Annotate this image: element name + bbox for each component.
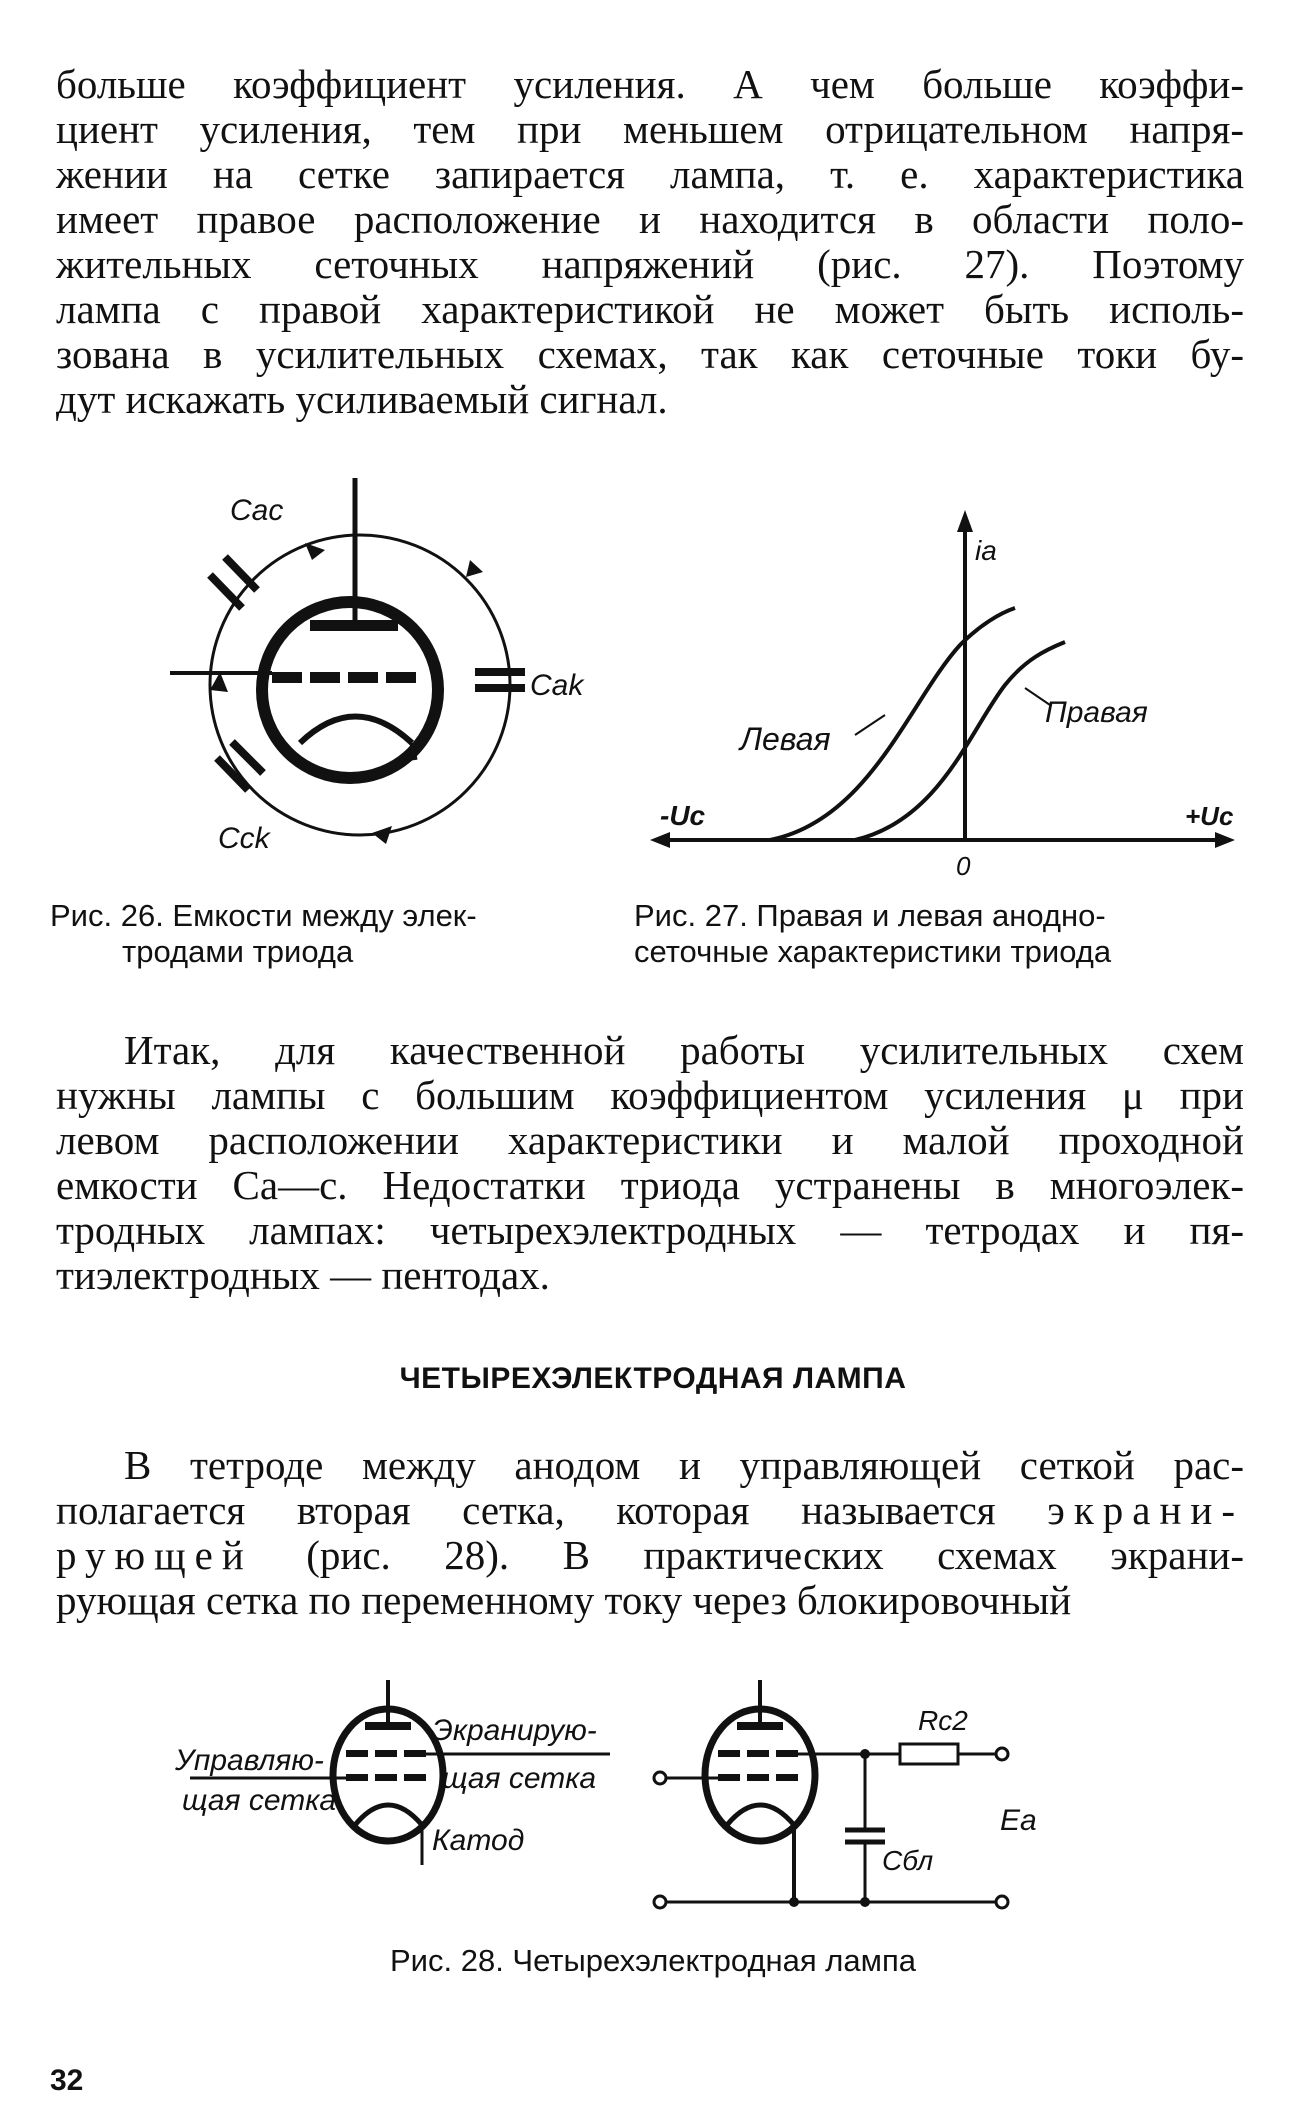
figure-28-tetrode [170, 1670, 1070, 1940]
caption-line: сеточные характеристики триода [634, 934, 1112, 969]
text-line: тиэлектродных — пентодах. [56, 1252, 550, 1298]
label-plus-uc: +Uc [1185, 801, 1234, 831]
resistor-symbol [900, 1744, 958, 1764]
text-line: жении на сетке запирается лампа, т. е. характеристика [56, 151, 1244, 197]
label-control-grid-2: щая сетка [182, 1784, 337, 1817]
caption-figure-27 [634, 898, 1111, 970]
label-cac: Cac [230, 494, 284, 527]
label-minus-uc: -Uc [660, 800, 706, 831]
label-cathode: Катод [432, 1824, 525, 1857]
label-origin: 0 [956, 851, 971, 881]
caption-figure-28 [0, 1943, 1306, 1979]
text-line: зована в усилительных схемах, так как сеточные токи бу- [56, 331, 1244, 377]
caption-line: Рис. 26. Емкости между элек- [50, 898, 477, 933]
text-line: дут искажать усиливаемый сигнал. [56, 376, 668, 422]
text-line: лампа с правой характеристикой не может быть исполь- [56, 286, 1244, 332]
label-right-curve: Правая [1045, 696, 1148, 729]
emphasis-spaced: рующей [56, 1532, 253, 1578]
emphasis-spaced: экрани- [1047, 1487, 1244, 1533]
figure-26-triode-capacitances [150, 460, 590, 860]
text-line [56, 1488, 1244, 1533]
text-line: Итак, для качественной работы усилительных схем [124, 1027, 1244, 1073]
caption-line: тродами триода [122, 934, 354, 969]
figure-27-characteristics [640, 500, 1240, 890]
label-left-curve: Левая [740, 721, 831, 757]
section-heading: ЧЕТЫРЕХЭЛЕКТРОДНАЯ ЛАМПА [399, 1362, 907, 1395]
text-line: нужны лампы с большим коэффициентом усиления μ при [56, 1072, 1244, 1118]
caption-line: Рис. 27. Правая и левая анодно- [634, 898, 1106, 933]
text-line: имеет правое расположение и находится в области поло- [56, 196, 1244, 242]
caption-figure-26 [50, 898, 477, 970]
page-number: 32 [50, 2064, 84, 2097]
label-supply: Ea [1000, 1804, 1037, 1837]
label-control-grid-1: Управляю- [175, 1744, 324, 1777]
x-axis-arrow-left [650, 832, 670, 848]
paragraph-3 [56, 1443, 1244, 1623]
text-line: В тетроде между анодом и управляющей сеткой рас- [124, 1442, 1244, 1488]
paragraph-1 [56, 62, 1244, 422]
label-screen-grid-1: Экранирую- [432, 1714, 597, 1747]
text-line: циент усиления, тем при меньшем отрицательном напря- [56, 106, 1244, 152]
text-line: больше коэффициент усиления. А чем больше коэффи- [56, 61, 1244, 107]
text-line: жительных сеточных напряжений (рис. 27). Поэтому [56, 241, 1244, 287]
text-fragment: (рис. 28). В практических схемах экрани- [306, 1532, 1245, 1578]
label-resistor: Rc2 [918, 1705, 968, 1736]
text-line: тродных лампах: четырехэлектродных — тетродах и пя- [56, 1207, 1244, 1253]
label-cck: Cck [218, 822, 270, 855]
text-line: рующая сетка по переменному току через блокировочный [56, 1577, 1072, 1623]
right-characteristic-curve [855, 642, 1065, 840]
label-screen-grid-2: щая сетка [442, 1762, 597, 1795]
text-line [56, 1533, 1244, 1578]
y-axis-arrow [957, 510, 973, 532]
text-line: левом расположении характеристики и малой проходной [56, 1117, 1244, 1163]
label-ia: ia [975, 535, 997, 566]
caption-line: Рис. 28. Четырехэлектродная лампа [390, 1943, 916, 1978]
label-capacitor: Cбл [882, 1845, 934, 1876]
x-axis-arrow-right [1215, 832, 1235, 848]
label-cak: Cak [530, 669, 584, 702]
paragraph-2 [56, 1028, 1244, 1298]
text-fragment: полагается вторая сетка, которая называется [56, 1487, 996, 1533]
text-line: емкости Cа—с. Недостатки триода устранены в многоэлек- [56, 1162, 1244, 1208]
